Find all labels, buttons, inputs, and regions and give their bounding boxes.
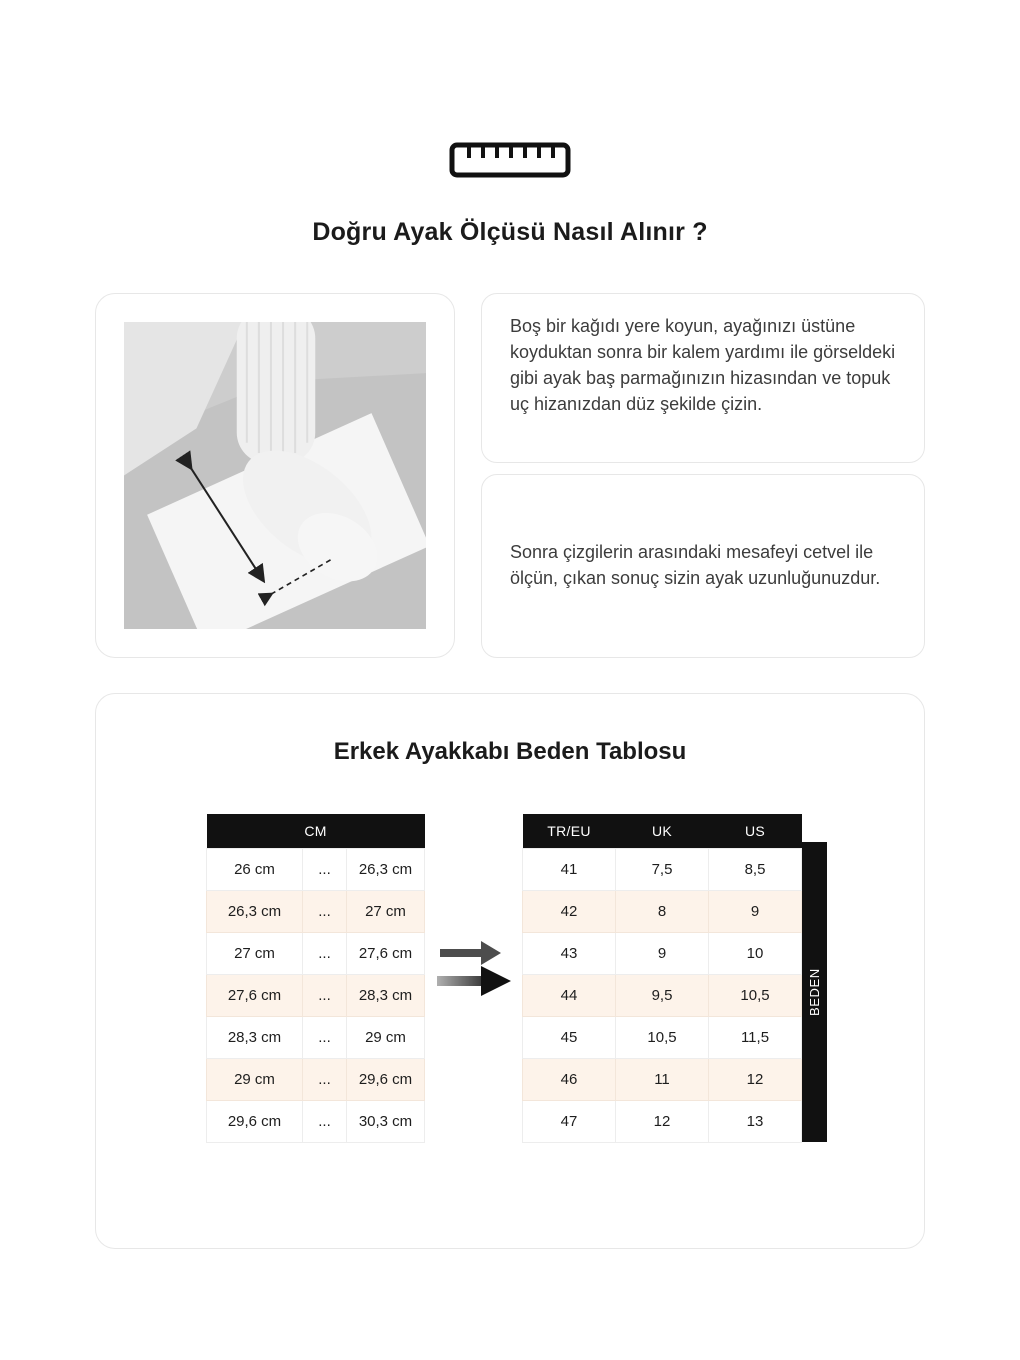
cm-table-header: CM [207, 814, 425, 848]
table-cell: 27,6 cm [207, 974, 303, 1016]
size-chart-title: Erkek Ayakkabı Beden Tablosu [333, 738, 687, 765]
table-row [207, 1100, 425, 1142]
table-cell: 45 [523, 1016, 616, 1058]
table-row [523, 974, 802, 1016]
table-row [207, 1016, 425, 1058]
size-table-header: UK [616, 814, 709, 848]
table-cell: 29,6 cm [347, 1058, 425, 1100]
table-cell: ... [303, 1100, 347, 1142]
instruction-step-1 [481, 293, 925, 463]
table-cell: ... [303, 890, 347, 932]
size-tables [96, 814, 924, 1143]
table-cell: 11,5 [709, 1016, 802, 1058]
table-cell: ... [303, 848, 347, 890]
beden-side-label: BEDEN [802, 842, 827, 1142]
table-cell: 7,5 [616, 848, 709, 890]
table-cell: 9 [709, 890, 802, 932]
table-cell: 27,6 cm [347, 932, 425, 974]
table-row [523, 1016, 802, 1058]
size-table-header: US [709, 814, 802, 848]
size-table-group [522, 814, 827, 1143]
table-cell: 9,5 [616, 974, 709, 1016]
instruction-steps [481, 293, 925, 658]
table-cell: 26 cm [207, 848, 303, 890]
foot-measure-photo [95, 293, 455, 658]
table-row [207, 890, 425, 932]
how-to-section [95, 293, 925, 658]
table-cell: 9 [616, 932, 709, 974]
foot-on-paper-illustration [124, 322, 426, 629]
table-row [523, 932, 802, 974]
table-cell: 42 [523, 890, 616, 932]
table-cell: 44 [523, 974, 616, 1016]
table-row [207, 1058, 425, 1100]
table-row [207, 932, 425, 974]
double-arrow-right-icon [437, 934, 512, 1009]
size-table [522, 814, 802, 1143]
cm-table [206, 814, 425, 1143]
table-cell: 10,5 [616, 1016, 709, 1058]
table-cell: 30,3 cm [347, 1100, 425, 1142]
table-cell: 8 [616, 890, 709, 932]
table-cell: 8,5 [709, 848, 802, 890]
table-cell: 47 [523, 1100, 616, 1142]
table-cell: ... [303, 932, 347, 974]
table-cell: 27 cm [347, 890, 425, 932]
table-cell: 10,5 [709, 974, 802, 1016]
table-row [523, 848, 802, 890]
table-cell: ... [303, 974, 347, 1016]
table-cell: 27 cm [207, 932, 303, 974]
table-cell: 26,3 cm [207, 890, 303, 932]
table-row [207, 848, 425, 890]
table-cell: ... [303, 1016, 347, 1058]
page-title: Doğru Ayak Ölçüsü Nasıl Alınır ? [312, 218, 708, 246]
table-cell: 28,3 cm [207, 1016, 303, 1058]
table-cell: 11 [616, 1058, 709, 1100]
instruction-step-2 [481, 474, 925, 658]
table-row [523, 1100, 802, 1142]
ruler-icon [0, 0, 1020, 178]
table-cell: 12 [616, 1100, 709, 1142]
table-cell: 29 cm [347, 1016, 425, 1058]
table-cell: 10 [709, 932, 802, 974]
table-cell: 41 [523, 848, 616, 890]
table-cell: 29,6 cm [207, 1100, 303, 1142]
size-chart-card [95, 693, 925, 1249]
table-cell: 12 [709, 1058, 802, 1100]
table-cell: 26,3 cm [347, 848, 425, 890]
table-cell: 46 [523, 1058, 616, 1100]
table-row [523, 1058, 802, 1100]
table-row [523, 890, 802, 932]
table-cell: 28,3 cm [347, 974, 425, 1016]
table-cell: 29 cm [207, 1058, 303, 1100]
table-row [207, 974, 425, 1016]
size-table-header: TR/EU [523, 814, 616, 848]
table-cell: 43 [523, 932, 616, 974]
instruction-step-2-text: Sonra çizgilerin arasındaki mesafeyi cetvel ile ölçün, çıkan sonuç sizin ayak uzunluğunuzdur. [510, 542, 881, 588]
instruction-step-1-text: Boş bir kağıdı yere koyun, ayağınızı üstüne koyduktan sonra bir kalem yardımı ile görseldeki gibi ayak baş parmağınızın hizasından ve topuk uç hizanızdan düz şekilde çizin. [510, 316, 896, 414]
table-cell: ... [303, 1058, 347, 1100]
table-cell: 13 [709, 1100, 802, 1142]
